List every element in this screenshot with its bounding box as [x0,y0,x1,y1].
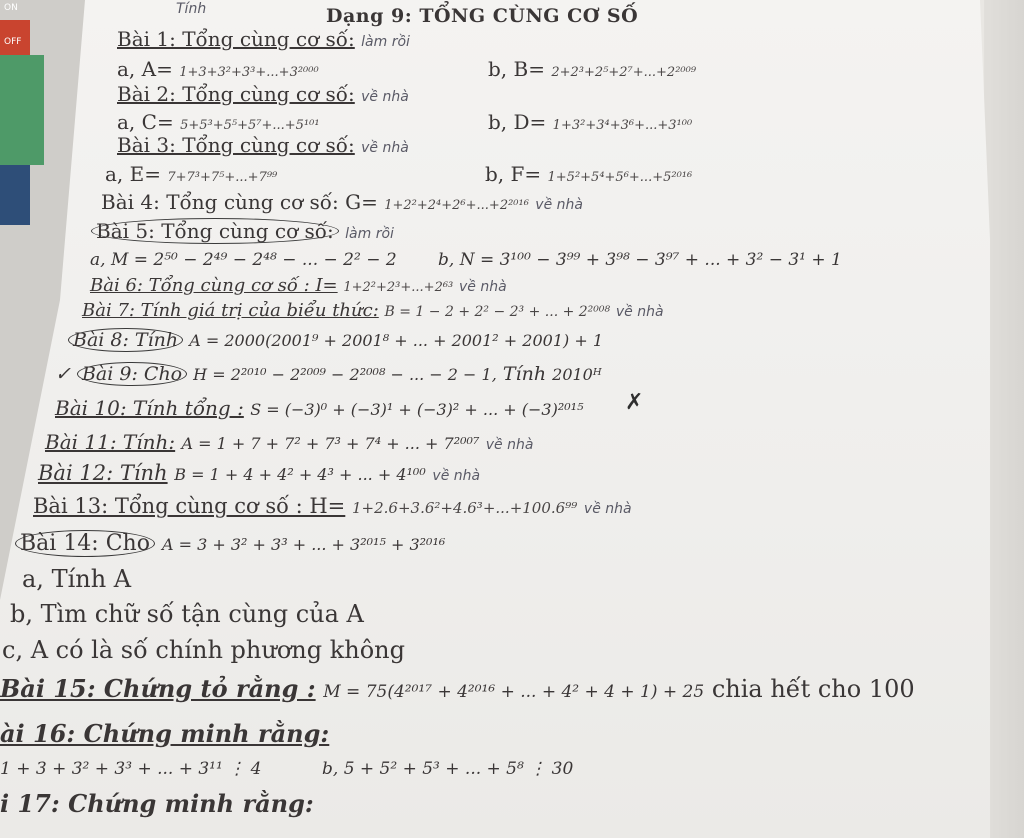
background-right [984,0,1024,838]
exercise-1a: a, A= 1+3+3²+3³+...+3²⁰⁰⁰ [117,57,319,81]
exercise-3b: b, F= 1+5²+5⁴+5⁶+...+5²⁰¹⁶ [485,162,693,186]
exercise-14c: c, A có là số chính phương không [2,636,405,664]
exercise-3-title: Bài 3: Tổng cùng cơ số: về nhà [117,133,409,157]
exercise-15: Bài 15: Chứng tỏ rằng : M = 75(4²⁰¹⁷ + 4²⁰¹⁶ + ... + 4² + 4 + 1) + 25 chia hết cho 100 [0,674,915,703]
exercise-7: Bài 7: Tính giá trị của biểu thức: B = 1 − 2 + 2² − 2³ + ... + 2²⁰⁰⁸ về nhà [82,300,664,321]
exercise-12: Bài 12: Tính B = 1 + 4 + 4² + 4³ + ... + 4¹⁰⁰ về nhà [38,461,481,485]
exercise-5a: a, M = 2⁵⁰ − 2⁴⁹ − 2⁴⁸ − ... − 2² − 2 [90,250,397,270]
exercise-17: i 17: Chứng minh rằng: [0,789,314,818]
on-mark: ON [4,3,18,13]
exercise-1b: b, B= 2+2³+2⁵+2⁷+...+2²⁰⁰⁹ [488,57,697,81]
cross-mark: ✗ [625,390,644,415]
exercise-13: Bài 13: Tổng cùng cơ số : H= 1+2.6+3.6²+4.6³+...+100.6⁹⁹ về nhà [33,494,632,518]
exercise-6: Bài 6: Tổng cùng cơ số : I= 1+2²+2³+...+2⁶³ về nhà [90,275,507,296]
exercise-16b: b, 5 + 5² + 5³ + ... + 5⁸ ⋮ 30 [322,759,574,779]
exercise-1-title: Bài 1: Tổng cùng cơ số: làm rồi [117,27,410,51]
exercise-2a: a, C= 5+5³+5⁵+5⁷+...+5¹⁰¹ [117,110,320,134]
off-mark: OFF [4,37,22,47]
exercise-4: Bài 4: Tổng cùng cơ số: G= 1+2²+2⁴+2⁶+...+2²⁰¹⁶ về nhà [101,190,583,214]
exercise-2-title: Bài 2: Tổng cùng cơ số: về nhà [117,82,409,106]
exercise-3a: a, E= 7+7³+7⁵+...+7⁹⁹ [105,162,278,186]
exercise-2b: b, D= 1+3²+3⁴+3⁶+...+3¹⁰⁰ [488,110,693,134]
header-note: Tính [176,1,207,17]
exercise-14a: a, Tính A [22,565,132,593]
exercise-14: Bài 14: Cho A = 3 + 3² + 3³ + ... + 3²⁰¹⁵ + 3²⁰¹⁶ [15,532,445,556]
exercise-16: ài 16: Chứng minh rằng: [0,719,330,748]
exercise-14b: b, Tìm chữ số tận cùng của A [10,600,364,628]
exercise-5-title: Bài 5: Tổng cùng cơ số: làm rồi [91,220,394,242]
background-blue-object [0,165,30,225]
exercise-16a: 1 + 3 + 3² + 3³ + ... + 3¹¹ ⋮ 4 [0,759,262,779]
exercise-8: Bài 8: Tính A = 2000(2001⁹ + 2001⁸ + ... + 2001² + 2001) + 1 [68,330,603,351]
exercise-10: Bài 10: Tính tổng : S = (−3)⁰ + (−3)¹ + (−3)² + ... + (−3)²⁰¹⁵ [55,396,584,420]
page-title: Dạng 9: TỔNG CÙNG CƠ SỐ [326,5,639,27]
exercise-11: Bài 11: Tính: A = 1 + 7 + 7² + 7³ + 7⁴ + ... + 7²⁰⁰⁷ về nhà [45,430,534,454]
background-green-object [0,55,44,165]
exercise-5b: b, N = 3¹⁰⁰ − 3⁹⁹ + 3⁹⁸ − 3⁹⁷ + ... + 3² − 3¹ + 1 [438,250,842,270]
exercise-9: ✓ Bài 9: Cho H = 2²⁰¹⁰ − 2²⁰⁰⁹ − 2²⁰⁰⁸ − ... − 2 − 1, Tính 2010ᴴ [55,363,602,385]
